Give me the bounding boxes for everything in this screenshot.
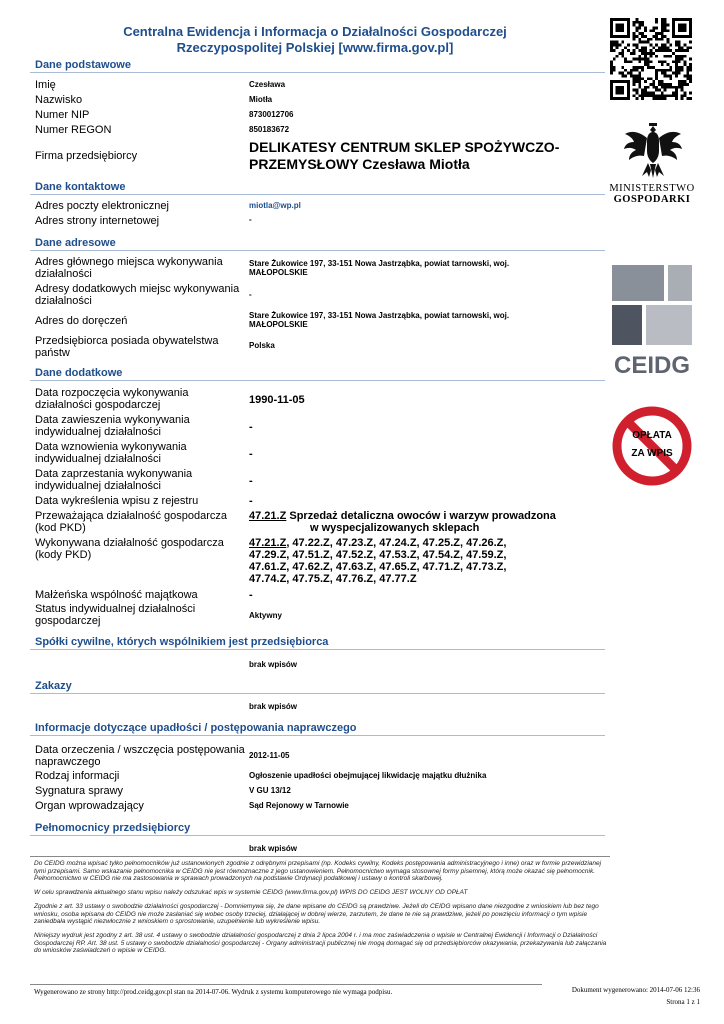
- pkd-first-code-link[interactable]: 47.21.Z: [249, 537, 287, 549]
- end-date-label: Data zaprzestania wykonywania indywidualnej działalności: [35, 468, 193, 492]
- info-type-value: Ogłoszenie upadłości obejmującej likwidację majątku dłużnika: [249, 771, 487, 780]
- extra-address-value: -: [249, 290, 252, 299]
- last-name-label: Nazwisko: [35, 94, 83, 106]
- qr-code-icon: [610, 18, 692, 100]
- nip-label: Numer NIP: [35, 109, 90, 121]
- status-value: Aktywny: [249, 611, 282, 620]
- main-address-label: Adres głównego miejsca wykonywania działalności: [35, 256, 223, 280]
- pkd-codes-line2: 47.29.Z, 47.51.Z, 47.52.Z, 47.53.Z, 47.54.Z, 47.59.Z,: [249, 549, 507, 561]
- section-divider: [30, 735, 605, 736]
- section-divider: [30, 250, 605, 251]
- partnerships-value: brak wpisów: [249, 660, 298, 669]
- extra-address-label: Adresy dodatkowych miejsc wykonywania działalności: [35, 283, 240, 307]
- resume-date-value: -: [249, 448, 253, 460]
- delivery-address-line2: MAŁOPOLSKIE: [249, 320, 308, 329]
- main-pkd-code-link[interactable]: 47.21.Z: [249, 510, 287, 522]
- www-label: Adres strony internetowej: [35, 215, 160, 227]
- ministry-logo-line2: GOSPODARKI: [613, 194, 691, 205]
- footer-page-number: Strona 1 z 1: [666, 998, 700, 1006]
- main-address-line2: MAŁOPOLSKIE: [249, 268, 308, 277]
- delivery-address-label: Adres do doręczeń: [35, 315, 128, 327]
- ceidg-logo-icon: [612, 265, 692, 345]
- ceidg-logo-text: CEIDG: [613, 352, 690, 379]
- suspend-date-value: -: [249, 421, 253, 433]
- organ-label: Organ wprowadzający: [35, 800, 144, 812]
- footer-generated: Wygenerowano ze strony http://prod.ceidg.gov.pl stan na 2014-07-06. Wydruk z systemu komputerowego nie wymaga podpisu.: [34, 988, 393, 996]
- marital-label: Małżeńska wspólność majątkowa: [35, 589, 198, 601]
- section-address-title: Dane adresowe: [35, 237, 116, 249]
- footer-divider: [30, 984, 542, 985]
- footnote-check: W celu sprawdzenia aktualnego stanu wpisu należy odszukać wpis w systemie CEIDG (www.firma.gov.pl) WPIS DO CEIDG JEST WOLNY OD OPŁAT: [34, 889, 468, 897]
- first-name-value: Czesława: [249, 80, 286, 89]
- section-divider: [30, 835, 605, 836]
- main-pkd-line1: [249, 510, 604, 522]
- pkd-codes-label: Wykonywana działalność gospodarcza (kody PKD): [35, 537, 224, 561]
- pkd-codes-line3: 47.61.Z, 47.62.Z, 47.63.Z, 47.65.Z, 47.71.Z, 47.73.Z,: [249, 561, 507, 573]
- info-type-label: Rodzaj informacji: [35, 770, 120, 782]
- eagle-emblem-icon: [622, 120, 684, 180]
- bankruptcy-date-value: 2012-11-05: [249, 751, 290, 760]
- main-pkd-desc-line2: w wyspecjalizowanych sklepach: [310, 522, 480, 534]
- company-label: Firma przedsiębiorcy: [35, 150, 138, 162]
- delete-date-label: Data wykreślenia wpisu z rejestru: [35, 495, 199, 507]
- header-title-line2: Rzeczypospolitej Polskiej [www.firma.gov.pl]: [176, 40, 454, 55]
- proxies-value: brak wpisów: [249, 844, 298, 853]
- section-contact-title: Dane kontaktowe: [35, 181, 126, 193]
- pkd-codes-line1-rest: , 47.22.Z, 47.23.Z, 47.24.Z, 47.25.Z, 47.26.Z,: [286, 537, 507, 549]
- email-link[interactable]: miotla@wp.pl: [249, 201, 301, 210]
- section-divider: [30, 380, 605, 381]
- footnote-art33: Zgodnie z art. 33 ustawy o swobodzie działalności gospodarczej - Domniemywa się, że dane wpisane do CEIDG są prawdziwe. Jeżeli do CEIDG wpisano dane niezgodne z wnioskiem lub bez tego wniosku, osoba wpisana do CEIDG nie może zasłaniać się wobec osoby trzeciej, działającej w dobrej wierze, zarzutem, że dane te nie są prawdziwe, jeżeli po powzięciu informacji o tym wpisie zaniedbała wystąpić niezwłocznie z wnioskiem o sprostowanie, uzupełnienie lub wykreślenie wpisu.: [34, 902, 599, 926]
- footnote-art38: Niniejszy wydruk jest zgodny z art. 38 ust. 4 ustawy o swobodzie działalności gospodarczej z dnia 2 lipca 2004 r. i ma moc zaświadczenia o wpisie w Centralnej Ewidencji i Informacji o Działalności Gospodarczej RP. Art. 38 ust. 5 ustawy o swobodzie działalności gospodarczej - Organy administracji publicznej nie mogą domagać się od przedsiębiorców okazywania, przekazywania lub załączania do wniosków zaświadczeń o wpisie w CEIDG.: [34, 931, 607, 955]
- pkd-codes-line1: [249, 537, 604, 549]
- section-basic-title: Dane podstawowe: [35, 59, 131, 71]
- section-bankruptcy-title: Informacje dotyczące upadłości / postępowania naprawczego: [35, 722, 357, 734]
- section-divider: [30, 72, 605, 73]
- end-date-value: -: [249, 475, 253, 487]
- ministry-logo-line1: MINISTERSTWO: [609, 183, 695, 194]
- citizenship-label: Przedsiębiorca posiada obywatelstwa państw: [35, 335, 219, 359]
- email-label: Adres poczty elektronicznej: [35, 200, 169, 212]
- main-pkd-desc-line1: Sprzedaż detaliczna owoców i warzyw prowadzona: [289, 510, 556, 522]
- section-extra-title: Dane dodatkowe: [35, 367, 123, 379]
- bans-value: brak wpisów: [249, 702, 298, 711]
- footnotes: [34, 860, 609, 961]
- footnote-proxies: Do CEIDG można wpisać tylko pełnomocników już ustanowionych zgodnie z odrębnymi przepisami (np. Kodeks cywilny, Kodeks postępowania administracyjnego i inne) oraz w formie przewidzianej tymi przepisami. Samo wskazanie pełnomocnika w CEIDG nie jest równoznaczne z jego ustanowieniem. Pełnomocnictwo wymaga stosownej formy pisemnej, którą może okazać się pełnomocnik. Pełnomocnictwo w CEIDG nie ma zastosowania w sprawach prowadzonych na podstawie Ordynacji podatkowej i ustawy o kontroli skarbowej.: [34, 860, 602, 883]
- first-name-label: Imię: [35, 79, 56, 91]
- no-fee-text-line2: ZA WPIS: [631, 448, 673, 459]
- company-name-line1: DELIKATESY CENTRUM SKLEP SPOŻYWCZO-: [249, 139, 560, 155]
- delivery-address-line1: Stare Żukowice 197, 33-151 Nowa Jastrząbka, powiat tarnowski, woj.: [249, 311, 510, 320]
- section-proxies-title: Pełnomocnicy przedsiębiorcy: [35, 822, 191, 834]
- section-partnerships-title: Spółki cywilne, których wspólnikiem jest przedsiębiorca: [35, 636, 329, 648]
- last-name-value: Miotła: [249, 95, 273, 104]
- footer-doc-generated: Dokument wygenerowano: 2014-07-06 12:36: [571, 986, 700, 994]
- bankruptcy-date-label: Data orzeczenia / wszczęcia postępowania naprawczego: [35, 744, 245, 768]
- section-divider: [30, 693, 605, 694]
- section-bans-title: Zakazy: [35, 680, 72, 692]
- pkd-codes-line4: 47.74.Z, 47.75.Z, 47.76.Z, 47.77.Z: [249, 573, 417, 585]
- case-signature-value: V GU 13/12: [249, 786, 291, 795]
- www-value: -: [249, 215, 252, 224]
- header-title-line1: Centralna Ewidencja i Informacja o Działalności Gospodarczej: [123, 24, 507, 39]
- footnotes-divider: [30, 856, 610, 857]
- main-address-line1: Stare Żukowice 197, 33-151 Nowa Jastrząbka, powiat tarnowski, woj.: [249, 259, 510, 268]
- suspend-date-label: Data zawieszenia wykonywania indywidualnej działalności: [35, 414, 190, 438]
- status-label: Status indywidualnej działalności gospodarczej: [35, 603, 196, 627]
- section-divider: [30, 649, 605, 650]
- citizenship-value: Polska: [249, 341, 275, 350]
- regon-label: Numer REGON: [35, 124, 112, 136]
- no-fee-text-line1: OPŁATA: [632, 430, 672, 441]
- main-pkd-label: Przeważająca działalność gospodarcza (kod PKD): [35, 510, 227, 534]
- marital-value: -: [249, 589, 253, 601]
- regon-value: 850183672: [249, 125, 290, 134]
- start-date-label: Data rozpoczęcia wykonywania działalności gospodarczej: [35, 387, 189, 411]
- organ-value: Sąd Rejonowy w Tarnowie: [249, 801, 349, 810]
- section-divider: [30, 194, 605, 195]
- delete-date-value: -: [249, 495, 253, 507]
- case-signature-label: Sygnatura sprawy: [35, 785, 124, 797]
- nip-value: 8730012706: [249, 110, 294, 119]
- company-name-line2: PRZEMYSŁOWY Czesława Miotła: [249, 156, 470, 172]
- start-date-value: 1990-11-05: [249, 394, 305, 406]
- resume-date-label: Data wznowienia wykonywania indywidualnej działalności: [35, 441, 187, 465]
